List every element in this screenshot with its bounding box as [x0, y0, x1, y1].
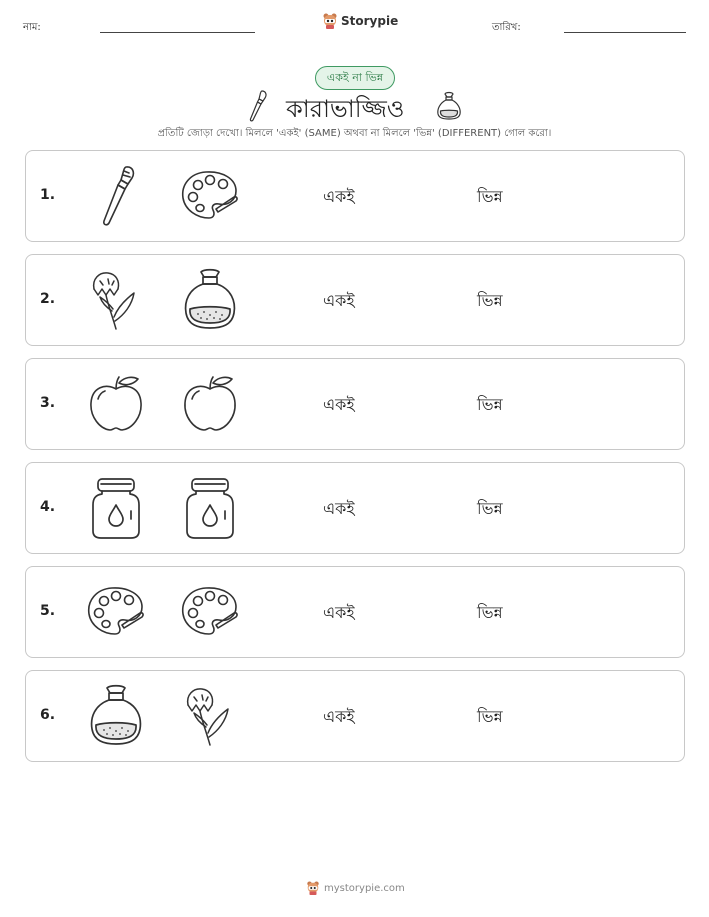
option-same[interactable]: একই [323, 707, 355, 726]
question-number: 4. [40, 499, 56, 515]
option-different[interactable]: ভিন্ন [477, 707, 503, 726]
pigment-bag-icon [436, 91, 462, 121]
option-same[interactable]: একই [323, 603, 355, 622]
option-different[interactable]: ভিন্ন [477, 187, 503, 206]
option-different[interactable]: ভিন্ন [477, 603, 503, 622]
page-title: কারাভাজ্জিও [286, 95, 405, 123]
topic-badge: একই না ভিন্ন [315, 66, 395, 90]
question-row-4 [25, 462, 685, 554]
storypie-mascot-icon [322, 12, 338, 30]
title-row [0, 89, 709, 125]
pigment-bag-icon [176, 267, 244, 335]
storypie-mascot-icon [306, 880, 320, 896]
name-label: নাম: [23, 22, 41, 33]
flower-icon [176, 683, 244, 751]
ink-jar-icon [176, 475, 244, 543]
instructions: প্রতিটি জোড়া দেখো। মিললে 'একই' (SAME) অথবা না মিললে 'ভিন্ন' (DIFFERENT) গোল করো। [157, 128, 552, 139]
option-same[interactable]: একই [323, 395, 355, 414]
question-row-2 [25, 254, 685, 346]
footer-site-link[interactable]: mystorypie.com [324, 882, 405, 894]
option-different[interactable]: ভিন্ন [477, 395, 503, 414]
palette-icon [176, 579, 244, 647]
option-same[interactable]: একই [323, 499, 355, 518]
question-row-3 [25, 358, 685, 450]
storypie-logo [322, 12, 398, 30]
question-row-1 [25, 150, 685, 242]
option-same[interactable]: একই [323, 187, 355, 206]
palette-icon [176, 163, 244, 231]
apple-icon [82, 371, 150, 439]
apple-icon [176, 371, 244, 439]
paintbrush-icon [82, 163, 150, 231]
question-number: 6. [40, 707, 56, 723]
question-row-5 [25, 566, 685, 658]
footer [306, 880, 405, 896]
question-number: 2. [40, 291, 56, 307]
paintbrush-icon [246, 89, 270, 123]
date-line[interactable] [564, 32, 686, 33]
question-number: 5. [40, 603, 56, 619]
option-different[interactable]: ভিন্ন [477, 499, 503, 518]
name-line[interactable] [100, 32, 255, 33]
palette-icon [82, 579, 150, 647]
date-label: তারিখ: [492, 22, 521, 33]
question-row-6 [25, 670, 685, 762]
pigment-bag-icon [82, 683, 150, 751]
brand-name: Storypie [341, 14, 399, 28]
option-same[interactable]: একই [323, 291, 355, 310]
ink-jar-icon [82, 475, 150, 543]
question-number: 1. [40, 187, 56, 203]
flower-icon [82, 267, 150, 335]
question-number: 3. [40, 395, 56, 411]
option-different[interactable]: ভিন্ন [477, 291, 503, 310]
